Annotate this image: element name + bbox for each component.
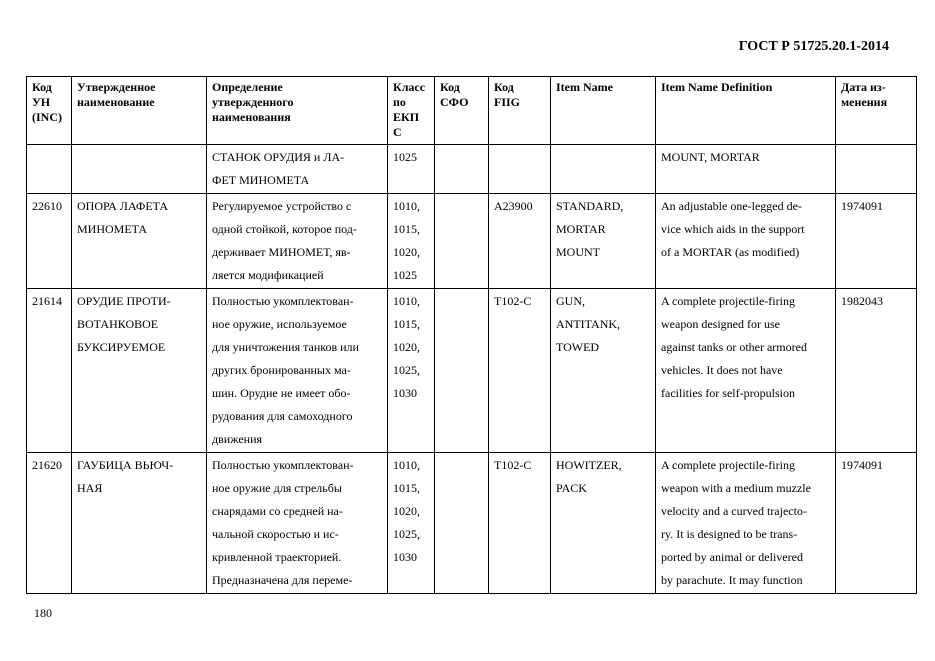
- cell-line: снарядами со средней на-: [212, 504, 343, 518]
- table-row: [27, 194, 917, 289]
- cell-line: 1982043: [841, 294, 883, 308]
- cell-line: 1010,: [393, 199, 420, 213]
- cell-line: держивает МИНОМЕТ, яв-: [212, 245, 351, 259]
- cell-line: facilities for self-propulsion: [661, 386, 795, 400]
- header-line: Код: [440, 80, 460, 94]
- cell-line: ФЕТ МИНОМЕТА: [212, 173, 310, 187]
- cell-line: одной стойкой, которое под-: [212, 222, 357, 236]
- cell-approved-name: [72, 453, 207, 594]
- cell-inc: [27, 194, 72, 289]
- cell-inc: [27, 289, 72, 453]
- cell-definition: [207, 453, 388, 594]
- cell-line: ГАУБИЦА ВЬЮЧ-: [77, 458, 174, 472]
- cell-line: ное оружие для стрельбы: [212, 481, 342, 495]
- cell-line: рудования для самоходного: [212, 409, 353, 423]
- cell-approved-name: [72, 145, 207, 194]
- cell-line: 1015,: [393, 222, 420, 236]
- cell-line: velocity and a curved trajecto-: [661, 504, 807, 518]
- cell-sfo-code: [435, 289, 489, 453]
- cell-line: T102-C: [494, 294, 532, 308]
- cell-line: движения: [212, 432, 263, 446]
- cell-line: ported by animal or delivered: [661, 550, 803, 564]
- cell-line: БУКСИРУЕМОЕ: [77, 340, 166, 354]
- header-item-name-definition: [656, 77, 836, 145]
- document-standard-number: ГОСТ Р 51725.20.1-2014: [738, 39, 889, 54]
- cell-fiig-code: [489, 289, 551, 453]
- cell-class: [388, 289, 435, 453]
- cell-line: A23900: [494, 199, 533, 213]
- header-line: Утвержденное: [77, 80, 156, 94]
- cell-line: СТАНОК ОРУДИЯ и ЛА-: [212, 150, 345, 164]
- cell-line: TOWED: [556, 340, 600, 354]
- cell-line: 1010,: [393, 458, 420, 472]
- header-fiig-code: [489, 77, 551, 145]
- cell-line: ВОТАНКОВОЕ: [77, 317, 159, 331]
- cell-line: шин. Орудие не имеет обо-: [212, 386, 351, 400]
- cell-line: GUN,: [556, 294, 585, 308]
- cell-line: Полностью укомплектован-: [212, 294, 354, 308]
- cell-line: 22610: [32, 199, 62, 213]
- cell-inc: [27, 453, 72, 594]
- cell-fiig-code: [489, 453, 551, 594]
- cell-line: weapon with a medium muzzle: [661, 481, 811, 495]
- cell-line: Предназначена для переме-: [212, 573, 353, 587]
- cell-line: для уничтожения танков или: [212, 340, 359, 354]
- cell-line: 21614: [32, 294, 62, 308]
- cell-line: 1015,: [393, 481, 420, 495]
- header-line: С: [393, 125, 402, 139]
- cell-approved-name: [72, 194, 207, 289]
- header-line: Класс: [393, 80, 426, 94]
- cell-line: ry. It is designed to be trans-: [661, 527, 798, 541]
- cell-line: A complete projectile-firing: [661, 294, 795, 308]
- header-line: Код: [32, 80, 52, 94]
- cell-line: ОРУДИЕ ПРОТИ-: [77, 294, 171, 308]
- cell-line: 21620: [32, 458, 62, 472]
- cell-line: HOWITZER,: [556, 458, 622, 472]
- cell-line: MORTAR: [556, 222, 606, 236]
- cell-change-date: [836, 194, 917, 289]
- cell-line: A complete projectile-firing: [661, 458, 795, 472]
- cell-line: by parachute. It may function: [661, 573, 803, 587]
- cell-change-date: [836, 453, 917, 594]
- cell-line: Регулируемое устройство с: [212, 199, 352, 213]
- cell-line: 1025,: [393, 527, 420, 541]
- cell-line: МИНОМЕТА: [77, 222, 148, 236]
- cell-line: 1020,: [393, 245, 420, 259]
- cell-line: 1015,: [393, 317, 420, 331]
- header-line: (INC): [32, 110, 62, 124]
- cell-line: MOUNT, MORTAR: [661, 150, 760, 164]
- cell-item-name-definition: [656, 194, 836, 289]
- header-line: Item Name Definition: [661, 80, 773, 94]
- cell-class: [388, 194, 435, 289]
- cell-line: 1010,: [393, 294, 420, 308]
- cell-line: 1974091: [841, 458, 883, 472]
- cell-line: 1030: [393, 550, 417, 564]
- cell-line: Полностью укомплектован-: [212, 458, 354, 472]
- cell-line: vice which aids in the support: [661, 222, 805, 236]
- cell-item-name: [551, 194, 656, 289]
- cell-line: An adjustable one-legged de-: [661, 199, 802, 213]
- cell-line: 1020,: [393, 504, 420, 518]
- table-row: [27, 453, 917, 594]
- cell-fiig-code: [489, 194, 551, 289]
- cell-line: ANTITANK,: [556, 317, 621, 331]
- cell-item-name-definition: [656, 289, 836, 453]
- header-inc: [27, 77, 72, 145]
- cell-definition: [207, 194, 388, 289]
- header-sfo-code: [435, 77, 489, 145]
- header-line: менения: [841, 95, 888, 109]
- cell-line: 1025: [393, 268, 417, 282]
- cell-line: ное оружие, используемое: [212, 317, 347, 331]
- cell-item-name-definition: [656, 145, 836, 194]
- cell-line: STANDARD,: [556, 199, 624, 213]
- cell-sfo-code: [435, 194, 489, 289]
- cell-line: T102-C: [494, 458, 532, 472]
- cell-line: against tanks or other armored: [661, 340, 807, 354]
- cell-definition: [207, 289, 388, 453]
- header-line: Код: [494, 80, 514, 94]
- cell-change-date: [836, 145, 917, 194]
- cell-inc: [27, 145, 72, 194]
- cell-line: of a MORTAR (as modified): [661, 245, 800, 259]
- cell-line: 1974091: [841, 199, 883, 213]
- cell-class: [388, 145, 435, 194]
- header-line: FIIG: [494, 95, 521, 109]
- cell-line: чальной скоростью и ис-: [212, 527, 339, 541]
- cell-line: НАЯ: [77, 481, 103, 495]
- table-row: [27, 145, 917, 194]
- header-change-date: [836, 77, 917, 145]
- cell-item-name: [551, 145, 656, 194]
- cell-item-name-definition: [656, 453, 836, 594]
- cell-sfo-code: [435, 453, 489, 594]
- header-line: наименования: [212, 110, 291, 124]
- cell-line: 1025,: [393, 363, 420, 377]
- header-class: [388, 77, 435, 145]
- table-header-row: [27, 77, 917, 145]
- header-line: Дата из-: [841, 80, 886, 94]
- cell-line: PACK: [556, 481, 587, 495]
- header-line: наименование: [77, 95, 155, 109]
- cell-line: 1030: [393, 386, 417, 400]
- header-line: СФО: [440, 95, 469, 109]
- cell-line: других бронированных ма-: [212, 363, 351, 377]
- header-item-name: [551, 77, 656, 145]
- header-line: ЕКП: [393, 110, 420, 124]
- cell-class: [388, 453, 435, 594]
- cell-line: ОПОРА ЛАФЕТА: [77, 199, 169, 213]
- header-definition: [207, 77, 388, 145]
- cell-line: кривленной траекторией.: [212, 550, 342, 564]
- table-row: [27, 289, 917, 453]
- header-approved-name: [72, 77, 207, 145]
- cell-definition: [207, 145, 388, 194]
- cell-line: vehicles. It does not have: [661, 363, 783, 377]
- cell-approved-name: [72, 289, 207, 453]
- cell-fiig-code: [489, 145, 551, 194]
- header-line: УН: [32, 95, 51, 109]
- cell-change-date: [836, 289, 917, 453]
- header-line: Item Name: [556, 80, 613, 94]
- classification-table: [26, 76, 917, 594]
- cell-line: 1025: [393, 150, 417, 164]
- cell-line: weapon designed for use: [661, 317, 780, 331]
- cell-line: MOUNT: [556, 245, 600, 259]
- cell-item-name: [551, 289, 656, 453]
- header-line: Определение: [212, 80, 283, 94]
- cell-sfo-code: [435, 145, 489, 194]
- cell-item-name: [551, 453, 656, 594]
- page-number: 180: [34, 606, 52, 620]
- cell-line: 1020,: [393, 340, 420, 354]
- header-line: по: [393, 95, 406, 109]
- header-line: утвержденного: [212, 95, 294, 109]
- cell-line: ляется модификацией: [212, 268, 324, 282]
